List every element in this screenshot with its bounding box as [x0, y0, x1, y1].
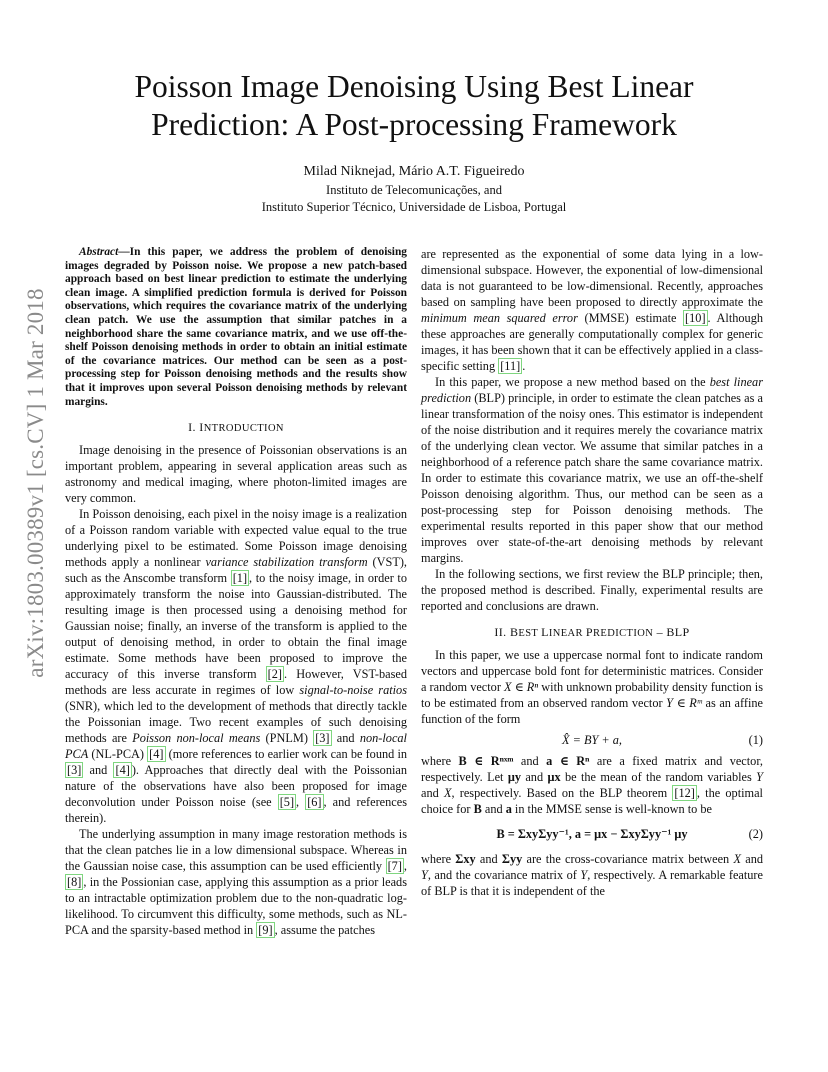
right-column — [421, 246, 763, 899]
intro-paragraph-4: In this paper, we propose a new method based on the best linear prediction (BLP) principle, in order to estimate the clean patches as a linear transformation of the noisy ones. This estimator is independent of the noise distribution and it requires merely the covariance matrix of the underlying clean vector. We assume that similar patches in a neighborhood of a reference patch share the same covariance matrix. In order to estimate this covariance matrix, we use an off-the-shelf Poisson denoising algorithm. Thus, our method can be seen as a post-processing step for Poisson denoising methods. The experimental results reported in this paper show that our method improves over state-of-the-art denoising methods by relevant margins. — [421, 375, 763, 565]
intro-paragraph-5: In the following sections, we first review the BLP principle; then, the proposed method is described. Finally, experimental results are reported and conclusions are drawn. — [421, 567, 763, 613]
arxiv-identifier: arXiv:1803.00389v1 [cs.CV] 1 Mar 2018 — [23, 288, 48, 678]
left-column — [65, 246, 407, 938]
intro-paragraph-1: Image denoising in the presence of Poissonian observations is an important problem, appearing in several application areas such as astronomy and medical imaging, where photon-limited images are very common. — [65, 443, 407, 506]
citation-link[interactable]: [1] — [232, 571, 248, 586]
section-heading-blp: II. BEST LINEAR PREDICTION – BLP — [494, 625, 690, 639]
citation-link[interactable]: [4] — [149, 747, 164, 762]
paper-title — [60, 68, 768, 144]
equation-2 — [421, 823, 763, 845]
blp-paragraph-1: In this paper, we use a uppercase normal font to indicate random vectors and uppercase bold font for deterministic matrices. Consider a random vector X ∈ Rⁿ with unknown probability density function is to be estimated from an observed random vector Y ∈ Rᵐ as an affine function of the form — [421, 648, 763, 726]
citation-link[interactable]: [12] — [674, 786, 695, 800]
authors: Milad Niknejad, Mário A.T. Figueiredo — [303, 164, 525, 179]
intro-paragraph-2: In Poisson denoising, each pixel in the noisy image is a realization of a Poisson random variable with expected value equal to the true underlying pixel to be estimated. Some Poisson image denoising methods apply a nonlinear variance stabilization transform (VST), such as the Anscombe transform [1] , to the noisy image, in order to approximately transform the noise into Gaussian-distributed. The resulting image is then processed using a denoising method for Gaussian noise; finally, an inverse of the transform is applied to the output of denoising method, in order to obtain the final image estimate. Some methods have been proposed to improve the accuracy of this inverse transform [2] . However, VST-based methods are less accurate in regimes of low signal-to-noise ratios (SNR), which led to the development of methods that directly tackle the Poissonian image. Two recent examples of such denoising methods are Poisson non-local means (PNLM) [3] and non-local PCA (NL-PCA) [4] (more references to earlier work can be found in [3] and [4] ). Approaches that directly deal with the Poissonian nature of the observations have also been proposed for image deconvolution under Poisson noise (see [5] , [6] , and references therein). — [65, 507, 408, 826]
affiliation-line-1: Instituto de Telecomunicações, and — [326, 183, 502, 197]
abstract-lead: Abstract — [79, 246, 119, 258]
section-heading-introduction: I. INTRODUCTION — [188, 420, 284, 435]
equation-2-expression: B = ΣxyΣyy⁻¹, a = μx − ΣxyΣyy⁻¹ μy — [496, 827, 688, 841]
citation-link[interactable]: [3] — [315, 731, 330, 746]
intro-paragraph-3: The underlying assumption in many image restoration methods is that the clean patches lie in a low dimensional subspace. Whereas in the Gaussian noise case, this assumption can be used efficiently [7] , [8] , in the Possionian case, applying this assumption as a prior leads to an intractable optimization problem due to the non-quadratic log-likelihood. To circumvent this difficulty, some methods, such as NL-PCA and the sparsity-based method in [9] , assume the patches — [65, 827, 407, 938]
affiliation-line-2: Instituto Superior Técnico, Universidade de Lisboa, Portugal — [261, 200, 567, 214]
equation-2-number: (2) — [748, 827, 763, 841]
blp-paragraph-3: where Σxy and Σyy are the cross-covariance matrix between X and Y, and the covariance matrix of Y, respectively. A remarkable feature of BLP is that it is independent of the — [421, 852, 763, 898]
citation-link[interactable]: [3] — [67, 763, 82, 778]
citation-link[interactable]: [5] — [279, 795, 295, 810]
arxiv-stamp — [18, 283, 54, 683]
citation-link[interactable]: [6] — [307, 795, 322, 810]
equation-1-expression: X̂ = BY + a, — [562, 733, 622, 747]
citation-link[interactable]: [8] — [67, 875, 82, 890]
citation-link[interactable]: [9] — [258, 923, 273, 938]
abstract — [65, 246, 407, 409]
abstract-text: —In this paper, we address the problem of denoising images degraded by Poisson noise. We propose a new patch-based approach based on best linear prediction to estimate the underlying clean image. A simplified prediction formula is derived for Poisson observations, which requires the covariance matrix of the underlying clean patch. We use the assumption that similar patches in a neighborhood share the same covariance matrix, and we use off-the-shelf Poisson denoising methods in order to obtain an initial estimate of the covariance matrices. Our method can be seen as a post-processing step for Poisson denoising methods and the results show that it improves upon several Poisson denoising methods by relevant margins. — [65, 246, 407, 408]
title-line-2: Prediction: A Post-processing Framework — [151, 107, 677, 142]
equation-1-number: (1) — [748, 733, 763, 747]
citation-link[interactable]: [10] — [685, 311, 706, 325]
citation-link[interactable]: [2] — [267, 667, 283, 682]
citation-link[interactable]: [11] — [500, 359, 521, 373]
blp-paragraph-2: where B ∈ Rⁿˣᵐ and a ∈ Rⁿ are a fixed matrix and vector, respectively. Let μy and μx be the mean of the random variables Y and X, respectively. Based on the BLP theorem [12] , the optimal choice for B and a in the MMSE sense is well-known to be — [421, 754, 764, 816]
title-line-1: Poisson Image Denoising Using Best Linear — [134, 69, 694, 104]
citation-link[interactable]: [7] — [387, 859, 402, 874]
equation-1 — [421, 729, 763, 751]
citation-link[interactable]: [4] — [115, 763, 130, 778]
intro-paragraph-3-continued: are represented as the exponential of some data lying in a low-dimensional subspace. However, the exponential of low-dimensional data is not guaranteed to be low-dimensional. Recently, approaches based on sampling have been proposed to directly approximate the minimum mean squared error (MMSE) estimate [10] . Although these approaches are generally computationally complex for generic images, it has been shown that it can be effectively applied in a class-specific setting [11] . — [421, 247, 763, 373]
